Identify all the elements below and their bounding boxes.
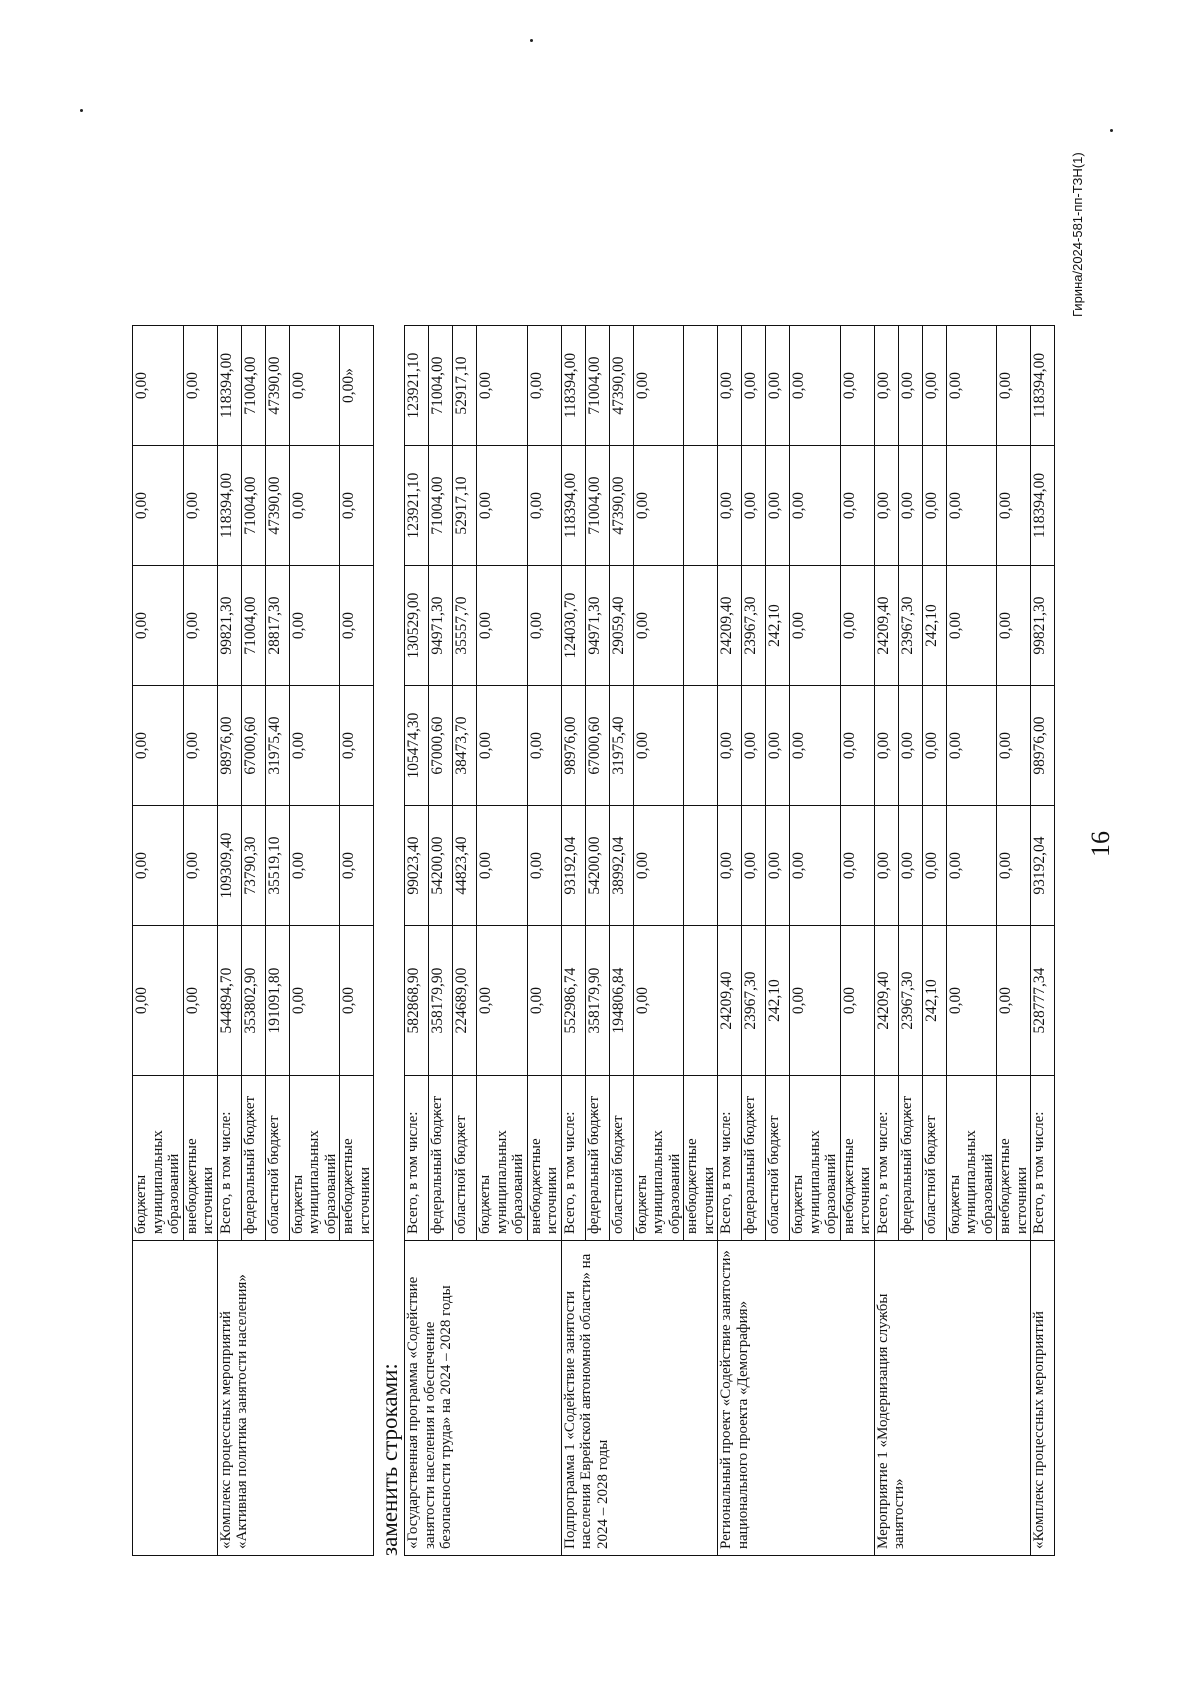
amount-cell: 24209,40 [874,566,898,686]
amount-cell: 0,00 [133,446,184,566]
amount-cell: 98976,00 [561,686,585,806]
amount-cell: 0,00 [790,926,841,1076]
amount-cell: 23967,30 [742,566,766,686]
amount-cell [684,446,718,566]
amount-cell: 0,00 [183,806,217,926]
amount-cell: 0,00 [633,686,684,806]
amount-cell: 0,00 [997,806,1031,926]
table-row [874,326,898,1556]
budget-table-replacement [404,325,1055,1556]
amount-cell: 0,00 [946,806,997,926]
amount-cell: 358179,90 [429,926,453,1076]
funding-source-cell: федеральный бюджет [429,1076,453,1241]
amount-cell: 47390,00 [609,446,633,566]
amount-cell: 0,00 [874,446,898,566]
amount-cell: 118394,00 [1031,446,1055,566]
amount-cell: 0,00 [790,806,841,926]
table-row [217,326,241,1556]
amount-cell: 0,00 [840,326,874,446]
amount-cell: 0,00 [898,326,922,446]
amount-cell: 52917,10 [453,326,477,446]
amount-cell: 44823,40 [453,806,477,926]
amount-cell: 99023,40 [405,806,429,926]
amount-cell: 28817,30 [265,566,289,686]
scan-speck [530,39,533,42]
amount-cell: 0,00 [840,446,874,566]
amount-cell: 0,00 [946,686,997,806]
table-row [718,326,742,1556]
table-row [1031,326,1055,1556]
amount-cell: 0,00 [477,926,528,1076]
amount-cell: 582868,90 [405,926,429,1076]
amount-cell: 0,00 [183,446,217,566]
amount-cell: 99821,30 [1031,566,1055,686]
amount-cell: 0,00 [183,686,217,806]
amount-cell: 0,00 [766,446,790,566]
amount-cell: 0,00 [289,806,340,926]
amount-cell: 0,00 [840,806,874,926]
scan-speck [80,109,83,112]
amount-cell [684,566,718,686]
amount-cell: 24209,40 [718,926,742,1076]
amount-cell: 552986,74 [561,926,585,1076]
amount-cell: 71004,00 [241,446,265,566]
program-name-cell: Мероприятие 1 «Модернизация службы занятости» [874,1241,1031,1556]
scan-speck [1110,129,1113,132]
funding-source-cell: внебюджетные источники [527,1076,561,1241]
amount-cell: 0,00 [340,926,374,1076]
amount-cell: 242,10 [922,566,946,686]
amount-cell: 47390,00 [609,326,633,446]
program-name-cell [133,1241,218,1556]
amount-cell: 71004,00 [241,566,265,686]
amount-cell [684,326,718,446]
amount-cell: 93192,04 [561,806,585,926]
funding-source-cell: Всего, в том числе: [718,1076,742,1241]
amount-cell: 0,00 [742,806,766,926]
amount-cell: 0,00 [289,446,340,566]
amount-cell: 0,00 [840,926,874,1076]
table-row [561,326,585,1556]
amount-cell: 0,00 [718,326,742,446]
amount-cell [684,926,718,1076]
amount-cell: 0,00 [997,686,1031,806]
amount-cell: 194806,84 [609,926,633,1076]
amount-cell: 0,00 [922,806,946,926]
amount-cell: 38992,04 [609,806,633,926]
amount-cell: 67000,60 [241,686,265,806]
amount-cell: 118394,00 [561,446,585,566]
amount-cell: 0,00 [840,686,874,806]
amount-cell: 353802,90 [241,926,265,1076]
amount-cell: 0,00 [946,446,997,566]
amount-cell: 0,00 [946,566,997,686]
amount-cell: 0,00 [633,806,684,926]
document-code: Гирина/2024-581-пп-ТЗН(1) [1070,152,1085,317]
amount-cell: 38473,70 [453,686,477,806]
amount-cell: 0,00 [340,806,374,926]
funding-source-cell: федеральный бюджет [241,1076,265,1241]
amount-cell: 118394,00 [217,326,241,446]
amount-cell: 0,00 [898,446,922,566]
table-row [133,326,184,1556]
program-name-cell: Региональный проект «Содействие занятости» национального проекта «Демография» [718,1241,875,1556]
amount-cell: 23967,30 [898,926,922,1076]
amount-cell: 123921,10 [405,446,429,566]
amount-cell: 123921,10 [405,326,429,446]
amount-cell: 0,00 [766,686,790,806]
amount-cell: 71004,00 [429,446,453,566]
amount-cell: 71004,00 [429,326,453,446]
amount-cell: 0,00 [742,686,766,806]
amount-cell: 0,00 [527,326,561,446]
funding-source-cell: бюджеты муниципальных образований [790,1076,841,1241]
replace-heading: заменить строками: [377,1363,402,1556]
amount-cell: 0,00 [477,686,528,806]
amount-cell: 0,00 [997,926,1031,1076]
amount-cell: 0,00 [874,326,898,446]
program-name-cell: Подпрограмма 1 «Содействие занятости населения Еврейской автономной области» на 2024 – 2028 годы [561,1241,718,1556]
amount-cell: 242,10 [922,926,946,1076]
amount-cell: 0,00 [183,566,217,686]
amount-cell: 0,00 [742,326,766,446]
amount-cell: 224689,00 [453,926,477,1076]
amount-cell: 0,00 [766,806,790,926]
amount-cell: 0,00 [183,926,217,1076]
amount-cell: 0,00 [997,326,1031,446]
amount-cell: 0,00 [340,686,374,806]
funding-source-cell: бюджеты муниципальных образований [477,1076,528,1241]
amount-cell: 0,00 [898,686,922,806]
amount-cell: 31975,40 [609,686,633,806]
funding-source-cell: бюджеты муниципальных образований [633,1076,684,1241]
amount-cell: 0,00 [840,566,874,686]
amount-cell: 0,00 [527,446,561,566]
amount-cell: 358179,90 [585,926,609,1076]
amount-cell: 0,00 [718,446,742,566]
amount-cell: 54200,00 [585,806,609,926]
amount-cell: 0,00 [289,686,340,806]
amount-cell: 0,00 [766,326,790,446]
amount-cell: 0,00 [340,566,374,686]
amount-cell: 0,00 [790,326,841,446]
amount-cell: 67000,60 [429,686,453,806]
amount-cell: 54200,00 [429,806,453,926]
amount-cell: 52917,10 [453,446,477,566]
amount-cell: 47390,00 [265,326,289,446]
amount-cell: 24209,40 [874,926,898,1076]
funding-source-cell: Всего, в том числе: [561,1076,585,1241]
amount-cell: 0,00 [790,566,841,686]
amount-cell: 0,00 [133,326,184,446]
amount-cell: 0,00 [183,326,217,446]
amount-cell: 0,00 [340,446,374,566]
amount-cell: 47390,00 [265,446,289,566]
amount-cell: 0,00 [946,326,997,446]
amount-cell: 71004,00 [585,446,609,566]
amount-cell [684,806,718,926]
amount-cell: 0,00 [874,806,898,926]
amount-cell: 0,00 [946,926,997,1076]
funding-source-cell: внебюджетные источники [183,1076,217,1241]
amount-cell: 0,00 [922,686,946,806]
amount-cell: 0,00 [527,926,561,1076]
amount-cell: 73790,30 [241,806,265,926]
funding-source-cell: Всего, в том числе: [874,1076,898,1241]
amount-cell: 24209,40 [718,566,742,686]
amount-cell: 94971,30 [429,566,453,686]
funding-source-cell: внебюджетные источники [997,1076,1031,1241]
amount-cell: 118394,00 [217,446,241,566]
amount-cell: 0,00 [477,806,528,926]
amount-cell: 242,10 [766,926,790,1076]
amount-cell: 0,00 [289,926,340,1076]
amount-cell: 0,00 [790,686,841,806]
amount-cell: 0,00 [133,566,184,686]
amount-cell: 99821,30 [217,566,241,686]
amount-cell: 0,00 [527,806,561,926]
amount-cell: 0,00 [477,446,528,566]
amount-cell: 0,00 [718,686,742,806]
funding-source-cell: областной бюджет [453,1076,477,1241]
funding-source-cell: Всего, в том числе: [405,1076,429,1241]
amount-cell: 71004,00 [241,326,265,446]
amount-cell: 35557,70 [453,566,477,686]
amount-cell: 0,00 [477,566,528,686]
program-name-cell: «Комплекс процессных мероприятий [1031,1241,1055,1556]
amount-cell: 0,00 [133,806,184,926]
amount-cell: 98976,00 [217,686,241,806]
program-name-cell: «Государственная программа «Содействие занятости населения и обеспечение безопасности труда» на 2024 – 2028 годы [405,1241,562,1556]
amount-cell: 35519,10 [265,806,289,926]
funding-source-cell: Всего, в том числе: [217,1076,241,1241]
amount-cell: 242,10 [766,566,790,686]
funding-source-cell: федеральный бюджет [742,1076,766,1241]
amount-cell: 94971,30 [585,566,609,686]
amount-cell: 0,00 [633,326,684,446]
funding-source-cell: областной бюджет [609,1076,633,1241]
amount-cell [684,686,718,806]
funding-source-cell: областной бюджет [922,1076,946,1241]
amount-cell: 0,00 [477,326,528,446]
amount-cell: 0,00 [718,806,742,926]
table-row [405,326,429,1556]
funding-source-cell: Всего, в том числе: [1031,1076,1055,1241]
amount-cell: 0,00 [922,446,946,566]
amount-cell: 0,00 [922,326,946,446]
amount-cell: 31975,40 [265,686,289,806]
amount-cell: 0,00 [289,326,340,446]
amount-cell: 0,00» [340,326,374,446]
amount-cell: 0,00 [527,566,561,686]
funding-source-cell: бюджеты муниципальных образований [289,1076,340,1241]
funding-source-cell: бюджеты муниципальных образований [133,1076,184,1241]
amount-cell: 130529,00 [405,566,429,686]
amount-cell: 23967,30 [742,926,766,1076]
amount-cell: 105474,30 [405,686,429,806]
amount-cell: 29059,40 [609,566,633,686]
amount-cell: 71004,00 [585,326,609,446]
amount-cell: 0,00 [133,926,184,1076]
funding-source-cell: внебюджетные источники [684,1076,718,1241]
amount-cell: 98976,00 [1031,686,1055,806]
program-name-cell: «Комплекс процессных мероприятий «Активная политика занятости населения» [217,1241,374,1556]
amount-cell: 0,00 [997,446,1031,566]
amount-cell: 0,00 [742,446,766,566]
amount-cell: 118394,00 [1031,326,1055,446]
budget-table-top [132,325,374,1556]
amount-cell: 544894,70 [217,926,241,1076]
funding-source-cell: федеральный бюджет [585,1076,609,1241]
amount-cell: 0,00 [790,446,841,566]
funding-source-cell: областной бюджет [766,1076,790,1241]
funding-source-cell: внебюджетные источники [840,1076,874,1241]
funding-source-cell: федеральный бюджет [898,1076,922,1241]
amount-cell: 93192,04 [1031,806,1055,926]
amount-cell: 0,00 [633,446,684,566]
amount-cell: 0,00 [898,806,922,926]
amount-cell: 118394,00 [561,326,585,446]
amount-cell: 23967,30 [898,566,922,686]
amount-cell: 109309,40 [217,806,241,926]
amount-cell: 528777,34 [1031,926,1055,1076]
amount-cell: 0,00 [874,686,898,806]
amount-cell: 0,00 [289,566,340,686]
amount-cell: 0,00 [133,686,184,806]
amount-cell: 0,00 [527,686,561,806]
amount-cell: 67000,60 [585,686,609,806]
funding-source-cell: областной бюджет [265,1076,289,1241]
funding-source-cell: внебюджетные источники [340,1076,374,1241]
page-number: 16 [1086,831,1115,857]
amount-cell: 0,00 [633,926,684,1076]
amount-cell: 191091,80 [265,926,289,1076]
amount-cell: 124030,70 [561,566,585,686]
amount-cell: 0,00 [997,566,1031,686]
amount-cell: 0,00 [633,566,684,686]
funding-source-cell: бюджеты муниципальных образований [946,1076,997,1241]
